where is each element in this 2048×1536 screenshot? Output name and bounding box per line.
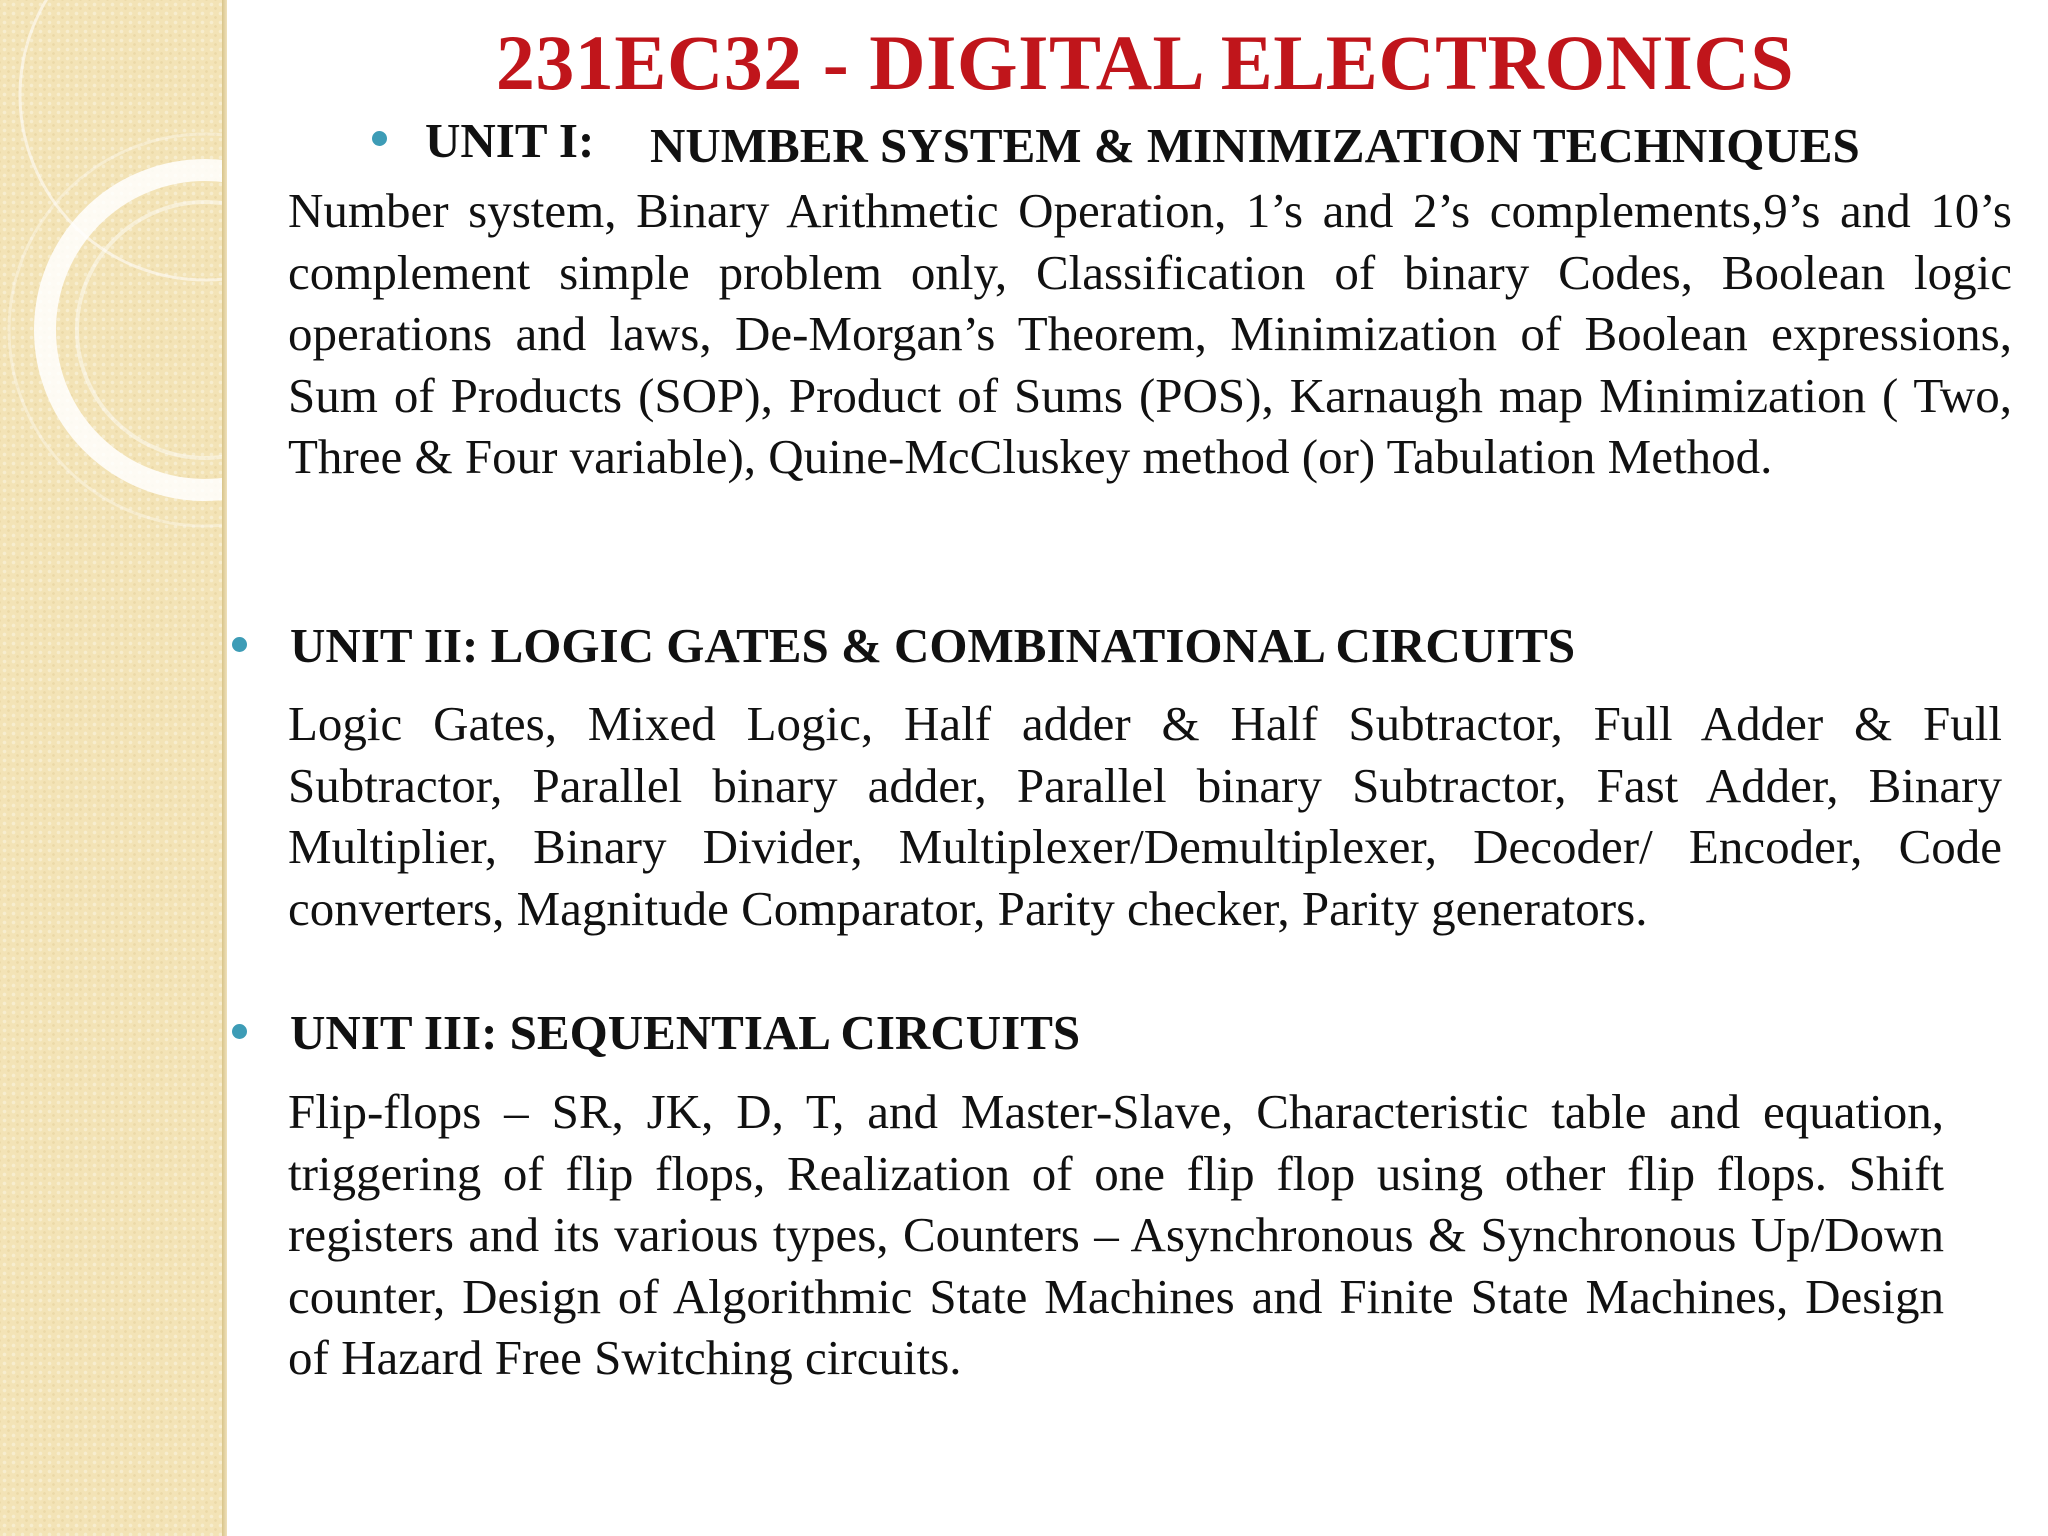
- unit-2-body: Logic Gates, Mixed Logic, Half adder & Half Subtractor, Full Adder & Full Subtractor, Parallel binary adder, Parallel binary Subtractor, Fast Adder, Binary Multiplier, Binary Divider, Multiplexer/Demultiplexer, Decoder/ Encoder, Code converters, Magnitude Comparator, Parity checker, Parity generators.: [288, 696, 2002, 936]
- bullet-icon: [232, 637, 247, 652]
- slide-title: 231EC32 - DIGITAL ELECTRONICS: [495, 19, 1795, 106]
- bullet-icon: [232, 1024, 247, 1039]
- unit-3-heading: UNIT III: SEQUENTIAL CIRCUITS: [290, 1005, 1081, 1060]
- unit-3-body: Flip-flops – SR, JK, D, T, and Master-Slave, Characteristic table and equation, triggering of flip flops, Realization of one flip flop using other flip flops. Shift registers and its various types, Counters – Asynchronous & Synchronous Up/Down counter, Design of Algorithmic State Machines and Finite State Machines, Design of Hazard Free Switching circuits.: [288, 1084, 1944, 1385]
- unit-1-heading: NUMBER SYSTEM & MINIMIZATION TECHNIQUES: [650, 118, 1860, 173]
- side-panel-edge: [222, 0, 227, 1536]
- decorative-side-panel: [0, 0, 227, 1536]
- unit-2-heading: UNIT II: LOGIC GATES & COMBINATIONAL CIRCUITS: [290, 618, 1576, 673]
- bullet-icon: [372, 131, 387, 146]
- decorative-rings: [0, 0, 227, 1536]
- unit-1-body: Number system, Binary Arithmetic Operation, 1’s and 2’s complements,9’s and 10’s complement simple problem only, Classification of binary Codes, Boolean logic operations and laws, De-Morgan’s Theorem, Minimization of Boolean expressions, Sum of Products (SOP), Product of Sums (POS), Karnaugh map Minimization ( Two, Three & Four variable), Quine-McCluskey method (or) Tabulation Method.: [288, 183, 2012, 484]
- unit-1-prefix: UNIT I:: [425, 113, 595, 168]
